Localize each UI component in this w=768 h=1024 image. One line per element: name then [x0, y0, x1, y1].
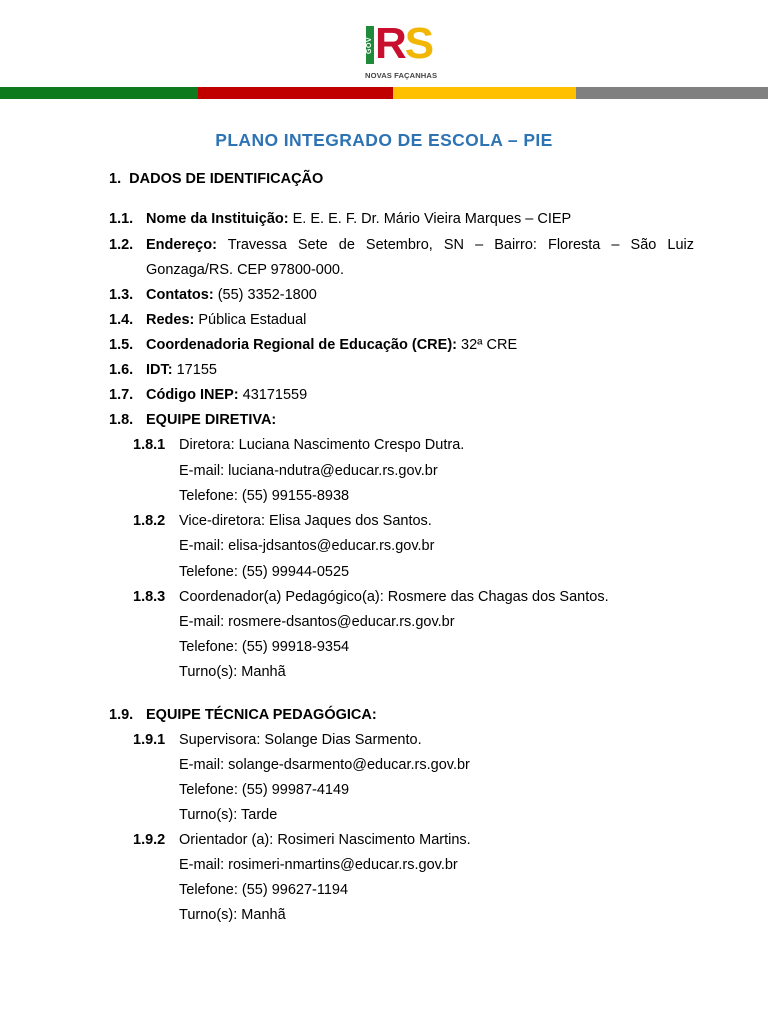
- item-endereco-line1: Endereço: Travessa Sete de Setembro, SN – Bairro: Floresta – São Luiz: [146, 237, 694, 253]
- diretiva-member-1-phone: Telefone: (55) 99155-8938: [179, 488, 350, 504]
- header-color-stripe: [0, 87, 768, 99]
- tecnica-member-1-email: E-mail: solange-dsarmento@educar.rs.gov.br: [179, 757, 470, 773]
- tecnica-member-1: 1.9.1 Supervisora: Solange Dias Sarmento.: [133, 732, 422, 748]
- item-equipe-diretiva: 1.8. EQUIPE DIRETIVA:: [109, 412, 277, 428]
- item-cre: 1.5. Coordenadoria Regional de Educação (CRE): 32ª CRE: [109, 337, 518, 353]
- stripe-red: [198, 87, 393, 99]
- tecnica-member-2-email: E-mail: rosimeri-nmartins@educar.rs.gov.br: [179, 857, 458, 873]
- diretiva-member-2-phone: Telefone: (55) 99944-0525: [179, 564, 350, 580]
- tecnica-member-1-turno: Turno(s): Tarde: [179, 807, 278, 823]
- tecnica-member-2-phone: Telefone: (55) 99627-1194: [179, 882, 349, 898]
- item-redes: 1.4. Redes: Pública Estadual: [109, 312, 307, 328]
- diretiva-member-1: 1.8.1 Diretora: Luciana Nascimento Crespo Dutra.: [133, 437, 465, 453]
- diretiva-member-3-phone: Telefone: (55) 99918-9354: [179, 639, 350, 655]
- diretiva-member-3: 1.8.3 Coordenador(a) Pedagógico(a): Rosmere das Chagas dos Santos.: [133, 589, 609, 605]
- item-endereco-line2: Gonzaga/RS. CEP 97800-000.: [146, 262, 345, 278]
- diretiva-member-1-email: E-mail: luciana-ndutra@educar.rs.gov.br: [179, 463, 438, 479]
- stripe-yellow: [393, 87, 576, 99]
- stripe-green: [0, 87, 198, 99]
- item-idt: 1.6. IDT: 17155: [109, 362, 217, 378]
- item-endereco-num: 1.2.: [109, 237, 134, 253]
- tecnica-member-2-turno: Turno(s): Manhã: [179, 907, 286, 923]
- diretiva-member-2-email: E-mail: elisa-jdsantos@educar.rs.gov.br: [179, 538, 435, 554]
- gov-label: GOV: [366, 36, 373, 54]
- logo-tagline: NOVAS FAÇANHAS: [365, 71, 438, 80]
- section-heading: 1. DADOS DE IDENTIFICAÇÃO: [109, 171, 324, 187]
- diretiva-member-3-email: E-mail: rosmere-dsantos@educar.rs.gov.br: [179, 614, 455, 630]
- item-contatos: 1.3. Contatos: (55) 3352-1800: [109, 287, 317, 303]
- diretiva-member-3-turno: Turno(s): Manhã: [179, 664, 286, 680]
- rs-wordmark: RS: [375, 19, 433, 68]
- item-nome-instituicao: 1.1. Nome da Instituição: E. E. E. F. Dr. Mário Vieira Marques – CIEP: [109, 211, 572, 227]
- document-title: PLANO INTEGRADO DE ESCOLA – PIE: [215, 130, 553, 150]
- item-equipe-tecnica: 1.9. EQUIPE TÉCNICA PEDAGÓGICA:: [109, 707, 377, 723]
- stripe-gray: [576, 87, 768, 99]
- tecnica-member-2: 1.9.2 Orientador (a): Rosimeri Nascimento Martins.: [133, 832, 471, 848]
- diretiva-member-2: 1.8.2 Vice-diretora: Elisa Jaques dos Santos.: [133, 513, 432, 529]
- rs-gov-logo: [364, 19, 442, 82]
- item-codigo-inep: 1.7. Código INEP: 43171559: [109, 387, 308, 403]
- tecnica-member-1-phone: Telefone: (55) 99987-4149: [179, 782, 350, 798]
